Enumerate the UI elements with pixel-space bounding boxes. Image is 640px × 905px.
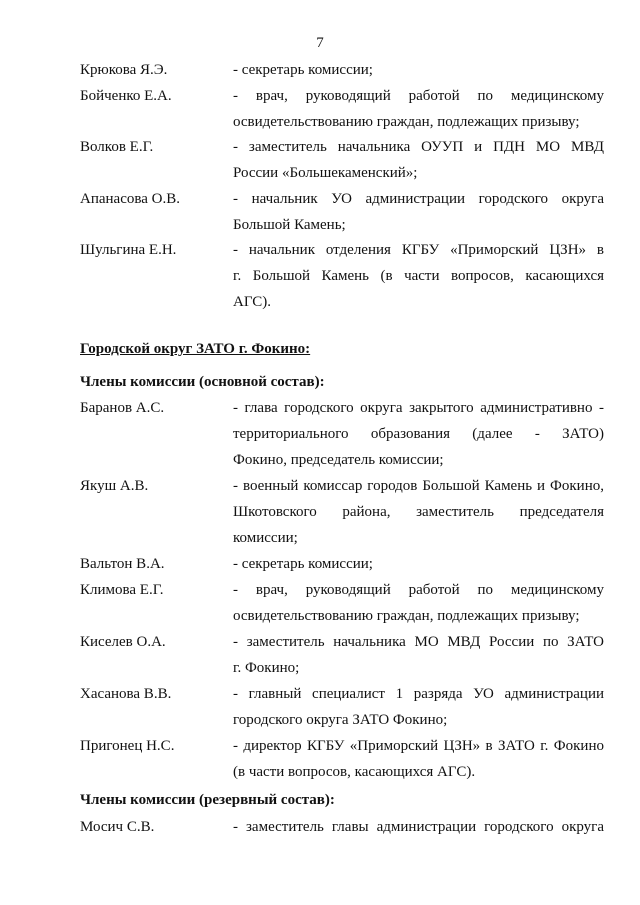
member-role-line: комиссии;: [233, 530, 298, 546]
member-name: Бойченко Е.А.: [80, 88, 172, 104]
member-role-line: Большой Камень;: [233, 217, 346, 233]
member-role-line: - заместитель начальника ОУУП и ПДН МО МВД: [233, 139, 604, 155]
member-role-line: Фокино, председатель комиссии;: [233, 452, 444, 468]
reserve-members-heading: Члены комиссии (резервный состав):: [80, 792, 335, 808]
member-role-line: - врач, руководящий работой по медицинскому: [233, 88, 604, 104]
member-role-line: - заместитель начальника МО МВД России по ЗАТО: [233, 634, 604, 650]
member-role-line: АГС).: [233, 294, 272, 310]
member-name: Апанасова О.В.: [80, 191, 180, 207]
member-role-line: - главный специалист 1 разряда УО администрации: [233, 686, 604, 702]
member-name: Крюкова Я.Э.: [80, 62, 168, 78]
member-name: Якуш А.В.: [80, 478, 149, 494]
member-name: Мосич С.В.: [80, 819, 155, 835]
member-role-line: - секретарь комиссии;: [233, 62, 373, 78]
member-role-line: - военный комиссар городов Большой Камень и Фокино,: [233, 478, 604, 494]
page-number: 7: [316, 35, 324, 51]
member-role-line: г. Большой Камень (в части вопросов, касающихся: [233, 268, 604, 284]
member-name: Пригонец Н.С.: [80, 738, 175, 754]
member-role-line: освидетельствованию граждан, подлежащих призыву;: [233, 114, 580, 130]
member-name: Киселев О.А.: [80, 634, 166, 650]
member-name: Шульгина Е.Н.: [80, 242, 177, 258]
main-members-heading: Члены комиссии (основной состав):: [80, 374, 325, 390]
member-role-line: (в части вопросов, касающихся АГС).: [233, 764, 476, 780]
member-name: Баранов А.С.: [80, 400, 165, 416]
member-role-line: территориального образования (далее - ЗАТО): [233, 426, 604, 442]
member-role-line: - начальник УО администрации городского округа: [233, 191, 604, 207]
section-title: Городской округ ЗАТО г. Фокино:: [80, 341, 311, 357]
member-role-line: - заместитель главы администрации городского округа: [233, 819, 604, 835]
member-role-line: России «Большекаменский»;: [233, 165, 418, 181]
member-role-line: - секретарь комиссии;: [233, 556, 373, 572]
member-role-line: освидетельствованию граждан, подлежащих призыву;: [233, 608, 580, 624]
member-role-line: городского округа ЗАТО Фокино;: [233, 712, 448, 728]
member-role-line: Шкотовского района, заместитель председателя: [233, 504, 604, 520]
member-name: Климова Е.Г.: [80, 582, 164, 598]
member-role-line: - директор КГБУ «Приморский ЦЗН» в ЗАТО г. Фокино: [233, 738, 604, 754]
member-role-line: - начальник отделения КГБУ «Приморский ЦЗН» в: [233, 242, 604, 258]
member-role-line: г. Фокино;: [233, 660, 300, 676]
member-name: Вальтон В.А.: [80, 556, 165, 572]
member-role-line: - глава городского округа закрытого административно -: [233, 400, 604, 416]
member-name: Хасанова В.В.: [80, 686, 172, 702]
member-name: Волков Е.Г.: [80, 139, 154, 155]
member-role-line: - врач, руководящий работой по медицинскому: [233, 582, 604, 598]
